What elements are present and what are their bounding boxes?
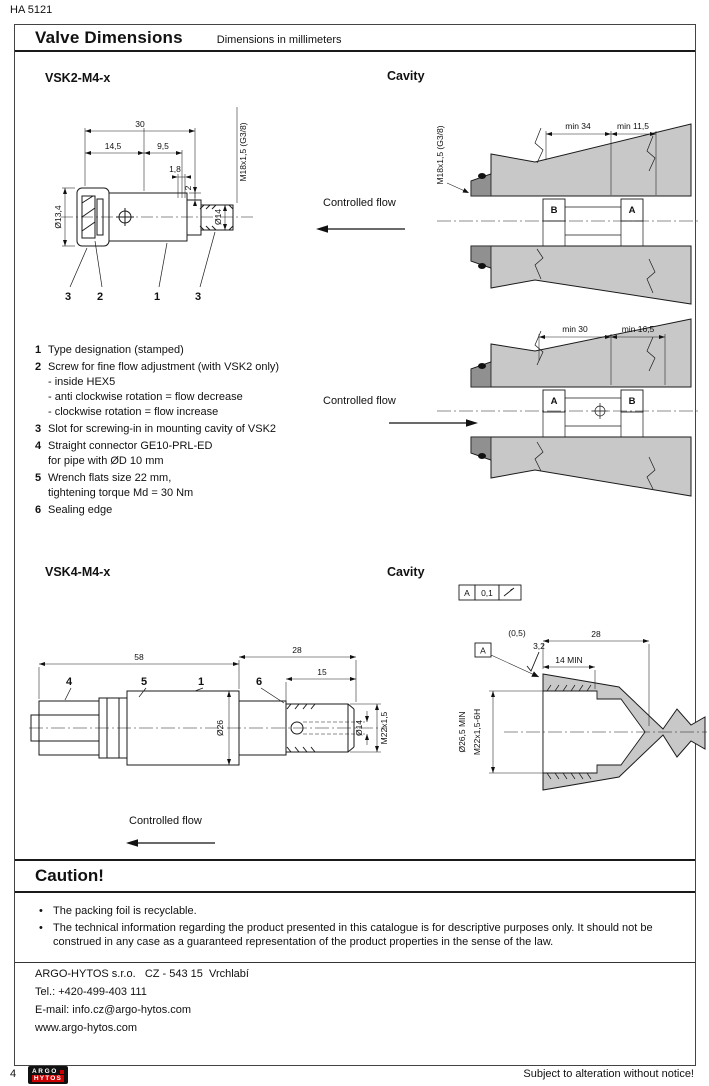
contact-website: www.argo-hytos.com — [35, 1022, 138, 1034]
datum-flag-label: A — [480, 645, 486, 656]
caution-bullet — [39, 904, 675, 918]
page-frame — [14, 24, 696, 1066]
document-code: HA 5121 — [10, 4, 53, 16]
roughness-value-label: 3,2 — [533, 641, 545, 651]
vsk4-thread-label: M22x1,5 — [379, 711, 389, 745]
port-a-label: A — [550, 396, 558, 407]
dim-28-label: 28 — [591, 629, 601, 639]
logo-argo-text: ARGO — [32, 1068, 58, 1075]
callout-3-left: 3 — [64, 291, 72, 303]
legend-item-subtext: tightening torque Md = 30 Nm — [48, 487, 194, 499]
logo-hytos-text: HYTOS — [33, 1075, 63, 1082]
legend-item-text: Type designation (stamped) — [48, 344, 184, 356]
port-a-label: A — [628, 205, 636, 216]
page-title: Valve Dimensions — [35, 27, 183, 47]
flow-arrow-left-1 — [315, 223, 407, 235]
port-b-label: B — [550, 205, 558, 216]
legend-item-number: 3 — [35, 423, 42, 435]
bullet-icon: • — [39, 905, 43, 917]
dim-min-16-5-label: min 16,5 — [621, 324, 655, 334]
dim-min-34-label: min 34 — [565, 121, 591, 131]
vsk4-dimension-lines — [39, 657, 381, 765]
legend-item-subtext: - clockwise rotation = flow increase — [48, 406, 219, 418]
callout-2: 2 — [96, 291, 104, 303]
title-bar — [15, 25, 695, 52]
vsk2-cavity-title: Cavity — [387, 69, 425, 83]
page-footer-row — [0, 1066, 709, 1086]
legend-item-text: Screw for fine flow adjustment (with VSK2 only) — [48, 361, 280, 373]
vsk2-thread-label: M18x1,5 (G3/8) — [238, 122, 248, 182]
legend-item-number: 4 — [35, 440, 42, 452]
vsk2-dimension-lines — [62, 107, 237, 246]
legend-item — [35, 422, 350, 437]
legend-item — [35, 503, 350, 518]
callout-1: 1 — [153, 291, 161, 303]
contact-email: E-mail: info.cz@argo-hytos.com — [35, 1004, 192, 1016]
legend-item-number: 5 — [35, 472, 42, 484]
contact-phone: Tel.: +420-499-403 111 — [35, 986, 147, 998]
flow-arrow-right-2 — [387, 417, 479, 429]
tolerance-value-label: 0,1 — [481, 588, 493, 598]
callout-6: 6 — [255, 676, 263, 688]
legend-item — [35, 343, 350, 358]
legend-item-text: Straight connector GE10-PRL-ED — [48, 440, 213, 452]
dim-30-label: 30 — [135, 119, 145, 129]
legend-item — [35, 360, 350, 375]
vsk4-cavity-drawing — [449, 579, 709, 827]
dim-9-5-label: 9,5 — [157, 141, 169, 151]
vsk2-section-title: VSK2-M4-x — [45, 71, 111, 85]
port-b-label: B — [628, 396, 636, 407]
legend-item-text: Sealing edge — [48, 504, 113, 516]
dim-d26-5-min-label: Ø26,5 MIN — [457, 711, 467, 753]
vsk2-callout-leaders — [70, 232, 215, 287]
legend-item-number: 6 — [35, 504, 42, 516]
contact-block — [35, 965, 249, 1037]
vsk2-cavity-a-drawing — [435, 103, 700, 309]
dim-2-label: 2 — [183, 185, 193, 191]
caution-bullet-text: The technical information regarding the product presented in this catalogue is for descriptive purposes only. It should not be construed in any case as a guaranteed representation of the product properties in the sense of the law. — [53, 922, 653, 948]
legend-item — [35, 439, 350, 454]
controlled-flow-label-2: Controlled flow — [323, 395, 396, 407]
cavity-thread-label: M22x1,5-6H — [472, 708, 482, 756]
vsk2-cavity-b-drawing — [435, 309, 700, 499]
dim-d14-label: Ø14 — [213, 208, 223, 226]
legend-item-number: 1 — [35, 344, 42, 356]
dim-0-5-label: (0,5) — [508, 628, 526, 638]
caution-title: Caution! — [35, 866, 104, 885]
dim-min-11-5-label: min 11,5 — [617, 121, 649, 131]
legend-item-text: Slot for screwing-in in mounting cavity of VSK2 — [48, 423, 277, 435]
callout-1: 1 — [197, 676, 205, 688]
page-number: 4 — [10, 1068, 17, 1080]
caution-bullet-text: The packing foil is recyclable. — [53, 905, 197, 917]
callout-4: 4 — [65, 676, 73, 688]
legend-item-subtext: for pipe with ØD 10 mm — [48, 455, 164, 467]
legend-item-text: Wrench flats size 22 mm, — [48, 472, 172, 484]
vsk2-valve-drawing — [55, 95, 260, 307]
logo-red-square-icon — [60, 1070, 64, 1074]
dim-1-8-label: 1,8 — [169, 164, 181, 174]
vsk4-section-title: VSK4-M4-x — [45, 565, 111, 579]
alteration-note: Subject to alteration without notice! — [523, 1068, 694, 1080]
dim-min-30-label: min 30 — [562, 324, 588, 334]
dim-d26-label: Ø26 — [215, 719, 225, 737]
callout-3-right: 3 — [194, 291, 202, 303]
dim-14-5-label: 14,5 — [104, 141, 122, 151]
dim-28-label: 28 — [292, 645, 302, 655]
legend — [35, 341, 350, 518]
contact-address: ARGO-HYTOS s.r.o. CZ - 543 15 Vrchlabí — [35, 968, 249, 980]
controlled-flow-label-1: Controlled flow — [323, 197, 396, 209]
legend-item-subtext: - anti clockwise rotation = flow decrease — [48, 391, 243, 403]
dim-14-min-label: 14 MIN — [555, 655, 583, 665]
legend-item-number: 2 — [35, 361, 42, 373]
dim-d13-4-label: Ø13,4 — [53, 205, 63, 229]
legend-item — [35, 471, 350, 486]
callout-5: 5 — [140, 676, 148, 688]
controlled-flow-label-3: Controlled flow — [129, 815, 202, 827]
caution-bullets — [15, 894, 695, 963]
cavity-body — [471, 124, 691, 304]
dim-d14-label: Ø14 — [354, 719, 364, 737]
vsk4-valve-drawing — [29, 643, 401, 829]
vsk4-cavity-title: Cavity — [387, 565, 425, 579]
argo-hytos-logo — [28, 1066, 68, 1084]
bullet-icon: • — [39, 922, 43, 934]
flow-arrow-left-3 — [125, 837, 217, 849]
dim-15-label: 15 — [317, 667, 327, 677]
datum-ref-label: A — [464, 588, 470, 598]
dimensions-note: Dimensions in millimeters — [216, 33, 342, 46]
dim-58-label: 58 — [134, 652, 144, 662]
cavity-thread-label: M18x1,5 (G3/8) — [435, 125, 445, 185]
caution-bar — [15, 859, 695, 893]
legend-item-subtext: - inside HEX5 — [48, 376, 116, 388]
cavity-body — [471, 319, 691, 496]
caution-bullet — [39, 921, 675, 949]
roughness-symbol-icon — [527, 652, 539, 671]
vsk4-dimension-arrows — [39, 655, 379, 765]
